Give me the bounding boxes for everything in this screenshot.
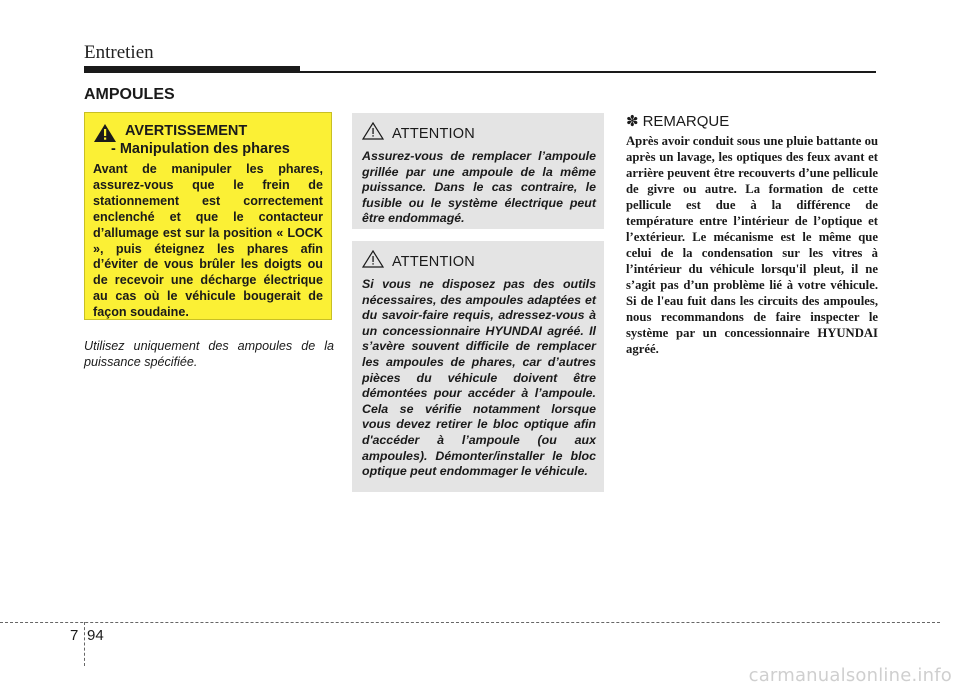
- caution-box-1: [352, 113, 604, 229]
- warning-body: Avant de manipuler les phares, assurez-vous que le frein de stationnement est correctement enclenché et que le contacteur d’allumage est sur la position « LOCK », puis éteignez les phares afin d’éviter de vous brûler les doigts ou de recevoir une décharge électrique au cas où le véhicule bougerait de façon soudaine.: [93, 162, 323, 320]
- asterisk-icon: ✽: [626, 113, 639, 130]
- warning-box: [84, 112, 332, 320]
- warning-title: AVERTISSEMENT: [125, 123, 248, 139]
- header-rule-thick: [84, 66, 300, 73]
- bulb-power-note: Utilisez uniquement des ampoules de la puissance spécifiée.: [84, 339, 334, 369]
- caution-triangle-icon: [362, 122, 386, 145]
- page-number: 94: [87, 627, 104, 644]
- remark-heading: [626, 112, 729, 130]
- chapter-number: 7: [70, 627, 79, 644]
- caution-body: Assurez-vous de remplacer l’ampoule grillée par une ampoule de la même puissance. Dans le cas contraire, le fusible ou le système électrique peut être endommagé.: [362, 149, 596, 226]
- section-title: AMPOULES: [84, 86, 175, 103]
- warning-subtitle: - Manipulation des phares: [111, 141, 290, 157]
- header-rule-thin: [300, 71, 876, 73]
- remark-title: REMARQUE: [642, 112, 730, 130]
- caution-title: ATTENTION: [392, 125, 475, 142]
- footer-rule: [0, 622, 940, 623]
- caution-body: Si vous ne disposez pas des outils nécessaires, des ampoules adaptées et du savoir-faire requis, adressez-vous à un concessionnaire HYUNDAI agréé. Il s’avère souvent difficile de remplacer les ampoules de phares, car d’autres pièces du véhicule doivent être démontées pour accéder à l’ampoule. Cela se vérifie notamment lorsque vous devez retirer le bloc optique afin d'accéder à l’ampoule (ou aux ampoules). Démonter/installer le bloc optique peut endommager le véhicule.: [362, 277, 596, 479]
- caution-title: ATTENTION: [392, 253, 475, 270]
- page-header-title: Entretien: [84, 42, 154, 63]
- footer-divider: [84, 622, 85, 666]
- caution-triangle-icon: [362, 250, 386, 273]
- watermark: carmanualsonline.info: [748, 665, 952, 686]
- remark-body: Après avoir conduit sous une pluie battante ou après un lavage, les optiques des feux avant et arrière peuvent être recouverts d’une pellicule de givre ou autre. La formation de cette pellicule est due à la différence de température entre l’intérieur de l’optique et l’extérieur. Le mécanisme est le même que celui de la condensation sur les vitres à l’intérieur du véhicule lorsqu'il pleut, il ne s’agit pas d’un problème lié à votre véhicule. Si de l'eau fuit dans les circuits des ampoules, nous recommandons de faire inspecter le système par un concessionnaire HYUNDAI agréé.: [626, 134, 878, 356]
- caution-box-2: [352, 241, 604, 492]
